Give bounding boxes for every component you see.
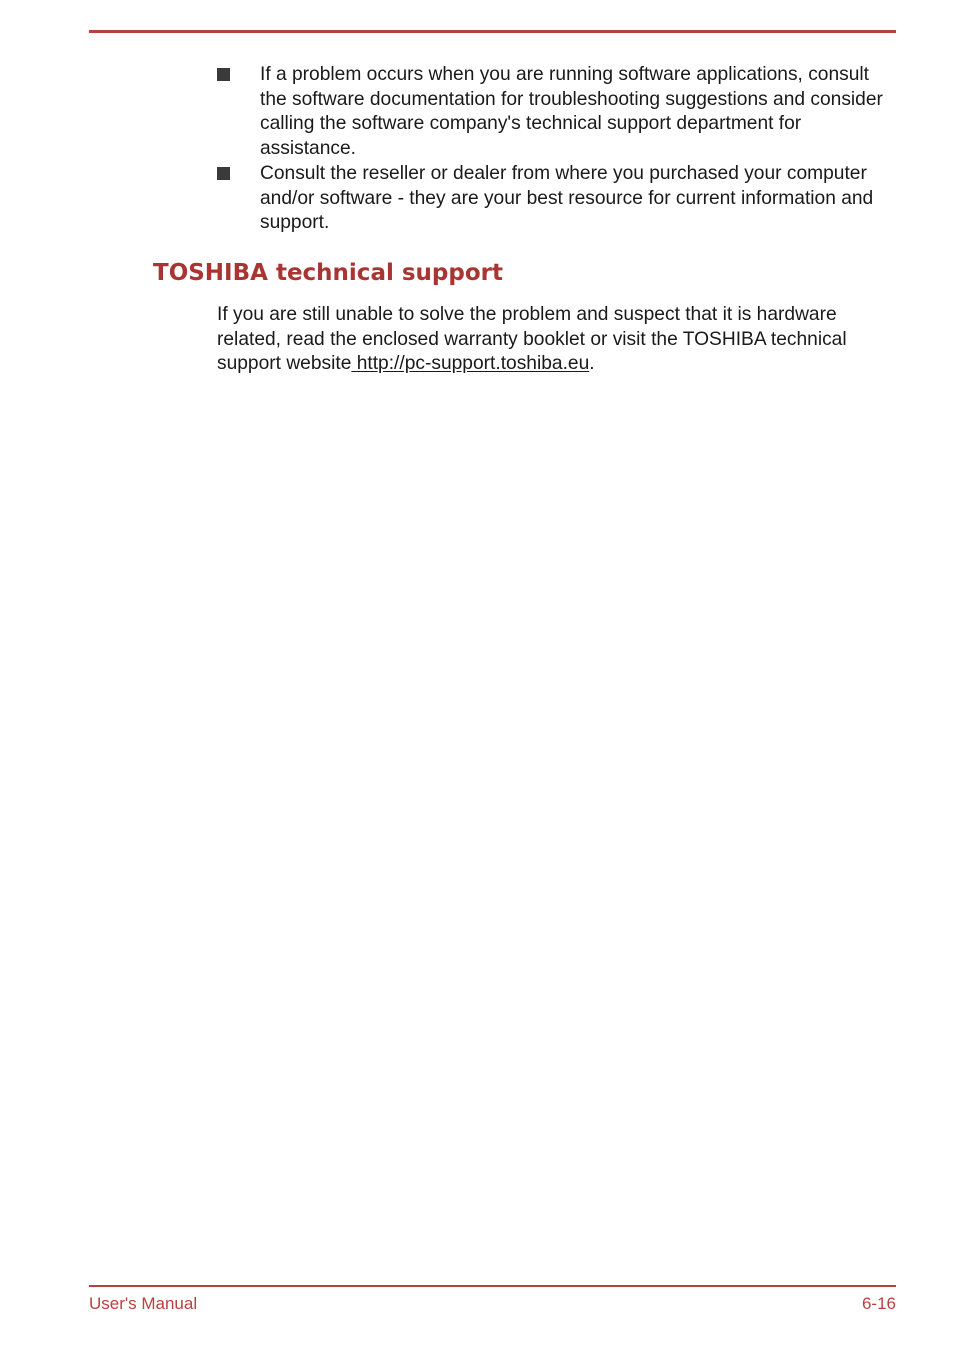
footer-manual-title: User's Manual (89, 1294, 198, 1313)
list-item (217, 162, 887, 236)
bullet-text: If a problem occurs when you are running software applications, consult the software documentation for troubleshooting suggestions and consider calling the software company's technical support department for assistance. (260, 64, 883, 159)
bullet-list (217, 63, 887, 237)
list-item (217, 63, 887, 161)
bullet-text: Consult the reseller or dealer from where you purchased your computer and/or software - they are your best resource for current information and support. (260, 163, 874, 233)
support-website-link[interactable]: http://pc-support.toshiba.eu (351, 353, 590, 374)
paragraph-text: If you are still unable to solve the problem and suspect that it is hardware related, read the enclosed warranty booklet or visit the TOSHIBA technical support website (217, 304, 847, 374)
header-rule (89, 30, 896, 33)
section-paragraph (217, 303, 897, 377)
section-heading: TOSHIBA technical support (153, 260, 503, 286)
square-bullet-icon (217, 68, 230, 81)
footer-page-number: 6-16 (861, 1294, 896, 1313)
paragraph-end: . (589, 353, 595, 374)
square-bullet-icon (217, 167, 230, 180)
footer-rule (89, 1285, 896, 1287)
